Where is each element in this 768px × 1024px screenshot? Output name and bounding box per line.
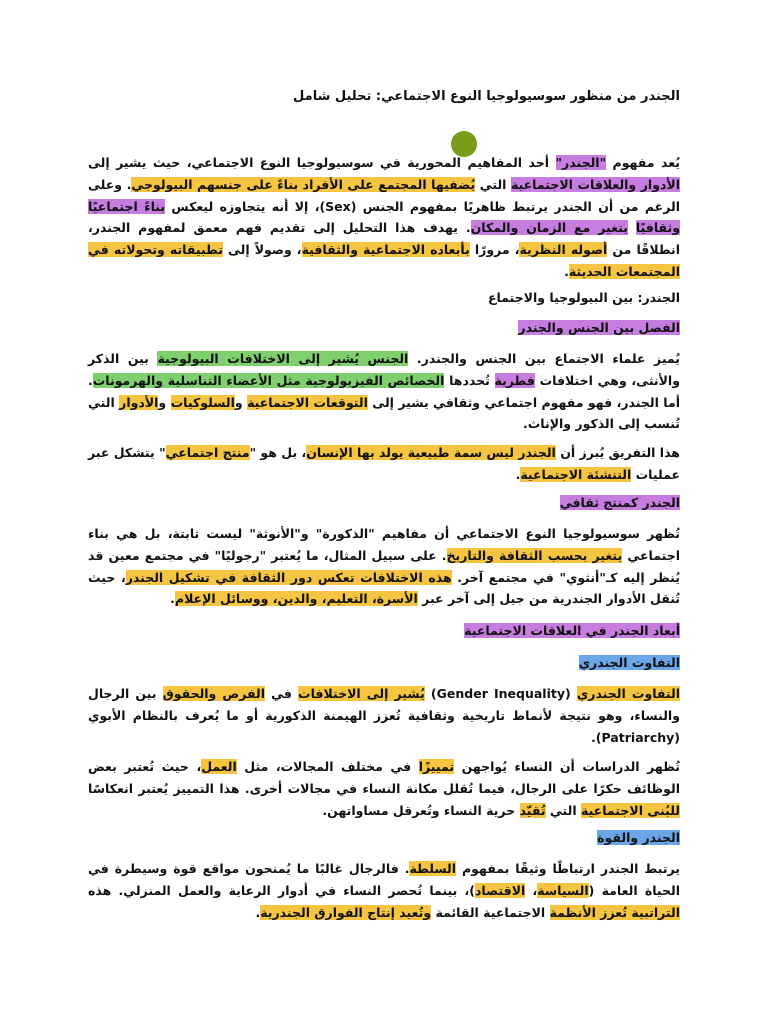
highlight: وتُعيد إنتاج الفوارق الجندرية: [260, 904, 432, 920]
section-heading: الجندر: بين البيولوجيا والاجتماع: [487, 290, 680, 305]
highlight: تطبيقاته وتحولاته في المجتمعات الحديثة: [88, 242, 680, 279]
paragraph-studies: تُظهر الدراسات أن النساء يُواجهن تمييزًا في مختلف المجالات، مثل العمل، حيث تُعتبر بعض الوظائف حكرًا على الرجال، فيما تُقلل مكانة النساء في مجالات أخرى. هذا التمييز يُعتبر انعكاسًا للبُنى الاجتماعية التي تُقيّد حرية النساء وتُعرقل مساواتهن.: [88, 759, 680, 818]
paragraph-power: يرتبط الجندر ارتباطًا وثيقًا بمفهوم السلطة. فالرجال غالبًا ما يُمنحون مواقع قوة وسيطرة في الحياة العامة (السياسة، الاقتصاد)، بينما تُحصر النساء في أدوار الرعاية والعمل المنزلي. هذه التراتبية تُعزز الأنظمة الاجتماعية القائمة وتُعيد إنتاج الفوارق الجندرية.: [88, 861, 680, 920]
highlight: السلوكيات: [170, 394, 235, 410]
highlight: الأدوار: [119, 394, 159, 410]
subheading-dimensions: أبعاد الجندر في العلاقات الاجتماعية: [464, 623, 680, 638]
highlight: بأبعاده الاجتماعية والثقافية: [301, 242, 470, 258]
highlight: السلطة: [409, 861, 457, 876]
highlight: العمل: [201, 759, 237, 774]
highlight: هذه الاختلافات تعكس دور الثقافة في تشكيل الجندر: [125, 569, 452, 585]
highlight: الجندر ليس سمة طبيعية يولد بها الإنسان: [306, 445, 556, 460]
highlight: يتغير مع الزمان والمكان: [470, 220, 628, 236]
highlight: التنشئة الاجتماعية: [520, 466, 632, 482]
subheading-cultural: الجندر كمنتج ثقافي: [559, 495, 680, 510]
page-title: الجندر من منظور سوسيولوجيا النوع الاجتماعي: تحليل شامل: [293, 89, 680, 104]
highlight: تُقيّد: [519, 802, 546, 818]
highlight: التراتبية تُعزز الأنظمة: [549, 904, 680, 920]
highlight: الاقتصاد: [474, 882, 526, 898]
highlight: للبُنى الاجتماعية: [581, 802, 680, 818]
subheading-power: الجندر والقوة: [597, 830, 680, 845]
subheading-sex-gender: الفصل بين الجنس والجندر: [518, 320, 680, 335]
paragraph-cultural: تُظهر سوسيولوجيا النوع الاجتماعي أن مفاهيم "الذكورة" و"الأنوثة" ليست ثابتة، بل هي بناء اجتماعي يتغير بحسب الثقافة والتاريخ. على سبيل المثال، ما يُعتبر "رجوليًا" في مجتمع معين قد يُنظر إليه كـ"أنثوي" في مجتمع آخر. هذه الاختلافات تعكس دور الثقافة في تشكيل الجندر، حيث تُنقل الأدوار الجندرية من جيل إلى آخر عبر الأسرة، التعليم، والدين، ووسائل الإعلام.: [88, 526, 680, 607]
subheading-inequality: التفاوت الجندري: [578, 655, 680, 670]
highlight: أصوله النظرية: [519, 242, 608, 258]
highlight: الجنس يُشير إلى الاختلافات البيولوجية: [157, 351, 409, 366]
paragraph-distinction: هذا التفريق يُبرز أن الجندر ليس سمة طبيعية يولد بها الإنسان، بل هو "منتج اجتماعي" يتشكل عبر عمليات التنشئة الاجتماعية.: [88, 445, 680, 482]
highlight: التفاوت الجندري: [576, 686, 680, 701]
highlight: فطرية: [494, 372, 535, 388]
intro-paragraph: يُعد مفهوم "الجندر" أحد المفاهيم المحورية في سوسيولوجيا النوع الاجتماعي، حيث يشير إلى الأدوار والعلاقات الاجتماعية التي يُضفيها المجتمع على الأفراد بناءً على جنسهم البيولوجي. وعلى الرغم من أن الجندر يرتبط ظاهريًا بمفهوم الجنس (Sex)، إلا أنه يتجاوزه ليعكس بناءً اجتماعيًا وثقافيًا يتغير مع الزمان والمكان. يهدف هذا التحليل إلى تقديم فهم معمق لمفهوم الجندر، انطلاقًا من أصوله النظرية، مرورًا بأبعاده الاجتماعية والثقافية، وصولاً إلى تطبيقاته وتحولاته في المجتمعات الحديثة.: [88, 155, 681, 279]
paragraph-sex-gender: يُميز علماء الاجتماع بين الجنس والجندر. الجنس يُشير إلى الاختلافات البيولوجية بين الذكر والأنثى، وهي اختلافات فطرية تُحددها الخصائص الفيزيولوجية مثل الأعضاء التناسلية والهرمونات. أما الجندر، فهو مفهوم اجتماعي وثقافي يشير إلى التوقعات الاجتماعية والسلوكيات والأدوار التي تُنسب إلى الذكور والإناث.: [88, 351, 680, 432]
highlight: التوقعات الاجتماعية: [247, 394, 368, 410]
highlight: الفرص والحقوق: [162, 686, 265, 701]
highlight: السياسة: [537, 882, 589, 898]
highlight: يتغير بحسب الثقافة والتاريخ: [446, 547, 623, 563]
highlight: يُشير إلى الاختلافات: [298, 686, 425, 701]
highlight: بناءً اجتماعيًا وثقافيًا: [88, 198, 681, 236]
highlight: "الجندر": [555, 155, 607, 170]
highlight: الخصائص الفيزيولوجية مثل الأعضاء التناسلية والهرمونات: [92, 372, 445, 388]
highlight: منتج اجتماعي: [165, 445, 250, 460]
highlight: تمييزًا: [418, 759, 455, 774]
highlight: الأسرة، التعليم، والدين، ووسائل الإعلام: [174, 591, 418, 607]
highlight: يُضفيها المجتمع على الأفراد بناءً على جنسهم البيولوجي: [131, 176, 476, 192]
paragraph-inequality: التفاوت الجندري (Gender Inequality) يُشير إلى الاختلافات في الفرص والحقوق بين الرجال والنساء، وهو نتيجة لأنماط تاريخية وثقافية تُعزز الهيمنة الذكورية أو ما يُعرف بالنظام الأبوي (Patriarchy).: [88, 686, 680, 745]
highlight: الأدوار والعلاقات الاجتماعية: [510, 176, 680, 192]
